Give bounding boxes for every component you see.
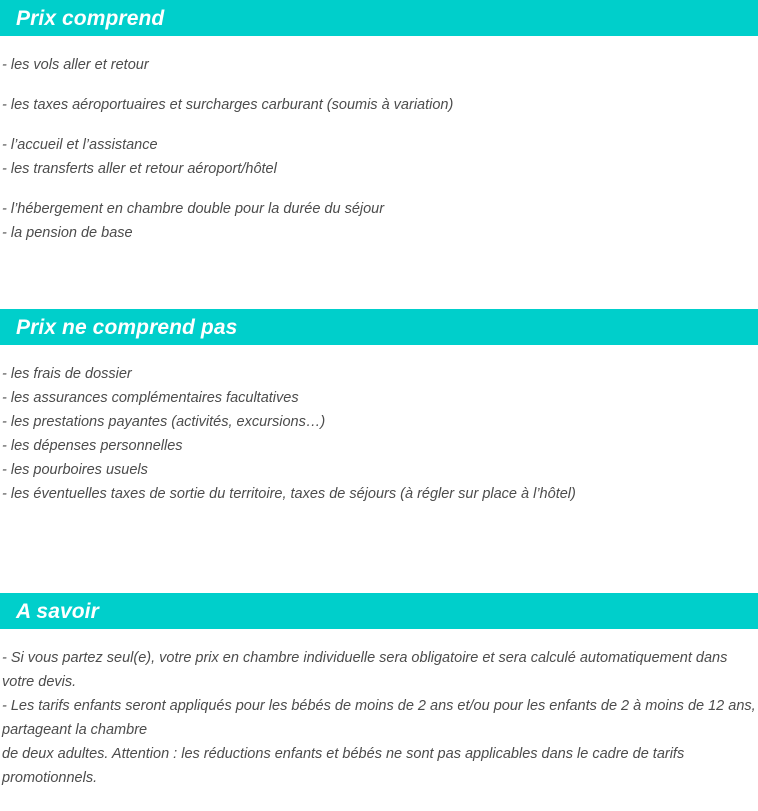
section-title: Prix comprend xyxy=(16,6,165,30)
section-header-prix-comprend xyxy=(0,0,758,36)
section-header-a-savoir xyxy=(0,593,758,629)
list-item: - la pension de base xyxy=(2,225,133,241)
list-item: - l’accueil et l’assistance xyxy=(2,137,158,153)
section-title: A savoir xyxy=(16,599,99,623)
list-item: - les dépenses personnelles xyxy=(2,438,183,454)
section-body-prix-comprend xyxy=(0,53,758,245)
section-body-a-savoir xyxy=(0,646,758,790)
note-item: de deux adultes. Attention : les réductions enfants et bébés ne sont pas applicables dans le cadre de tarifs promotionnels. xyxy=(2,746,685,786)
list-item: - les éventuelles taxes de sortie du territoire, taxes de séjours (à régler sur place à l’hôtel) xyxy=(2,486,576,502)
section-body-prix-ne-comprend-pas xyxy=(0,362,758,506)
section-header-prix-ne-comprend-pas xyxy=(0,309,758,345)
note-item: - Les tarifs enfants seront appliqués pour les bébés de moins de 2 ans et/ou pour les enfants de 2 à moins de 12 ans, partageant la chambre xyxy=(2,698,756,738)
section-spacer xyxy=(0,506,758,593)
section-spacer xyxy=(0,245,758,309)
list-item: - les frais de dossier xyxy=(2,366,132,382)
list-item: - les taxes aéroportuaires et surcharges carburant (soumis à variation) xyxy=(2,97,454,113)
list-item: - l’hébergement en chambre double pour la durée du séjour xyxy=(2,201,385,217)
section-title: Prix ne comprend pas xyxy=(16,315,238,339)
list-item: - les vols aller et retour xyxy=(2,57,149,73)
list-item: - les prestations payantes (activités, excursions…) xyxy=(2,414,326,430)
list-item: - les transferts aller et retour aéroport/hôtel xyxy=(2,161,277,177)
list-item: - les pourboires usuels xyxy=(2,462,148,478)
note-item: - Si vous partez seul(e), votre prix en chambre individuelle sera obligatoire et sera calculé automatiquement dans votre devis. xyxy=(2,650,728,690)
list-item: - les assurances complémentaires facultatives xyxy=(2,390,299,406)
